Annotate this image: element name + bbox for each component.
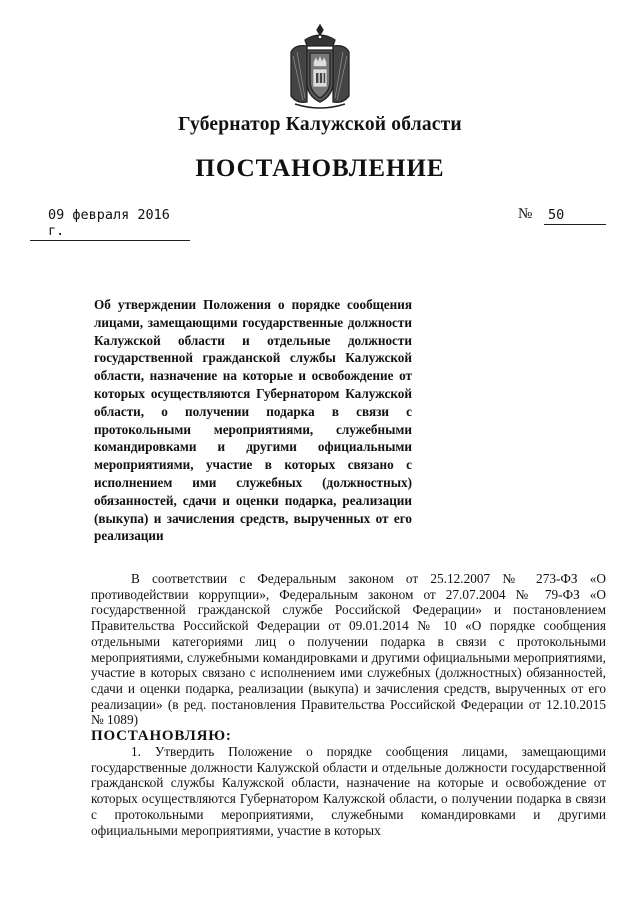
preamble-paragraph: В соответствии с Федеральным законом от 25.12.2007 № 273-ФЗ «О противодействии коррупции», Федеральным законом от 27.07.2004 № 79-ФЗ «О государственной гражданской службе Российской Федерации» и постановлением Правительства Российской Федерации от 09.01.2014 № 10 «О порядке сообщения отдельными категориями лиц о получении подарка в связи с протокольными мероприятиями, служебными командировками и другими официальными мероприятиями, участие в которых связано с исполнением ими служебных (должностных) обязанностей, сдачи и оценки подарка, реализации (выкупа) и зачисления средств, вырученных от его реализации» (в ред. постановления Правительства Российской Федерации от 12.10.2015 № 1089) <box>91 571 606 728</box>
issuing-authority: Губернатор Калужской области <box>178 114 462 135</box>
coat-of-arms-icon <box>283 22 357 114</box>
document-type-title: ПОСТАНОВЛЕНИЕ <box>195 155 445 182</box>
document-body <box>91 571 606 838</box>
document-subject: Об утверждении Положения о порядке сообщения лицами, замещающими государственные должности Калужской области и отдельные должности государственной гражданской службы Калужской области, назначение на которые и освобождение от которых осуществляются Губернатором Калужской области, о получении подарка в связи с протокольными мероприятиями, служебными командировками и другими официальными мероприятиями, участие в которых связано с исполнением ими служебных (должностных) обязанностей, сдачи и оценки подарка, реализации (выкупа) и зачисления средств, вырученных от его реализации <box>94 297 412 544</box>
item-1-paragraph: 1. Утвердить Положение о порядке сообщения лицами, замещающими государственные должности Калужской области и отдельные должности государственной гражданской службы Калужской области, назначение на которые и освобождение от которых осуществляются Губернатором Калужской области, о получении подарка в связи с протокольными мероприятиями, служебными командировками и другими официальными мероприятиями, участие в которых <box>91 744 606 838</box>
document-number: 50 <box>544 207 606 225</box>
document-date: 09 февраля 2016 г. <box>30 207 190 241</box>
resolve-heading: ПОСТАНОВЛЯЮ: <box>91 728 232 745</box>
number-sign: № <box>518 206 533 222</box>
